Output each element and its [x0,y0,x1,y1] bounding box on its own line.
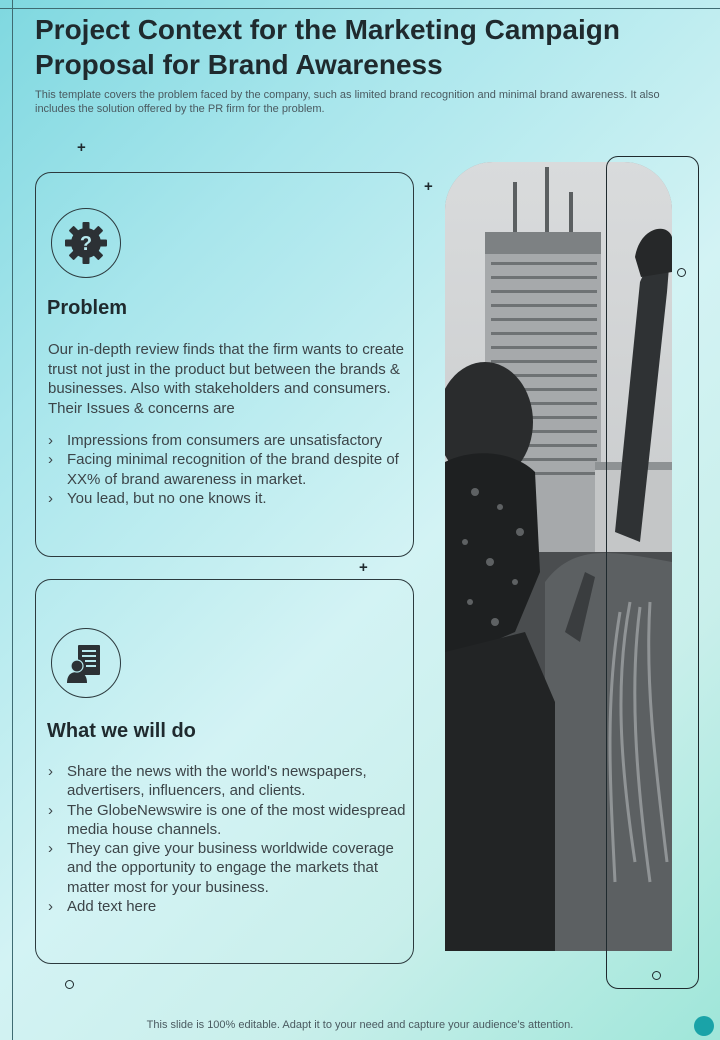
person-document-icon [64,641,108,685]
list-item: › They can give your business worldwide coverage and the opportunity to engage the markets that matter most for your business. [48,839,408,897]
list-item: › Impressions from consumers are unsatisfactory [48,431,408,450]
list-item: › You lead, but no one knows it. [48,489,408,508]
list-item: › Add text here [48,897,408,916]
list-item: › Facing minimal recognition of the brand despite of XX% of brand awareness in market. [48,450,408,489]
footer-note: This slide is 100% editable. Adapt it to your need and capture your audience’s attention. [146,1019,574,1031]
plus-decoration: + [77,139,86,156]
svg-text:?: ? [79,233,93,255]
plan-card [35,579,414,964]
plus-decoration: + [359,559,368,576]
teal-dot-decoration [694,1016,714,1036]
plan-icon-circle [51,628,121,698]
page-title: Project Context for the Marketing Campaign Proposal for Brand Awareness [35,14,620,80]
plan-bullet-list [48,762,408,916]
list-item: › Share the news with the world's newspapers, advertisers, influencers, and clients. [48,762,408,801]
plan-heading: What we will do [47,720,196,742]
page-subtitle: This template covers the problem faced by the company, such as limited brand recognition and minimal brand awareness. It also includes the solution offered by the PR firm for the problem. [35,89,660,115]
problem-heading: Problem [47,297,128,319]
ring-decoration [65,980,74,989]
problem-bullet-list [48,431,408,508]
frame-line-top [0,8,720,9]
problem-card [35,172,414,557]
plus-decoration: + [424,178,433,195]
gear-question-icon [63,220,109,266]
decorative-outline-frame [606,156,699,989]
frame-line-left [12,0,13,1040]
list-item: › The GlobeNewswire is one of the most widespread media house channels. [48,801,408,840]
problem-intro: Our in-depth review finds that the firm wants to create trust not just in the product but between the brands & businesses. Also with stakeholders and consumers. Their Issues & concerns are [48,341,404,417]
problem-icon-circle [51,208,121,278]
